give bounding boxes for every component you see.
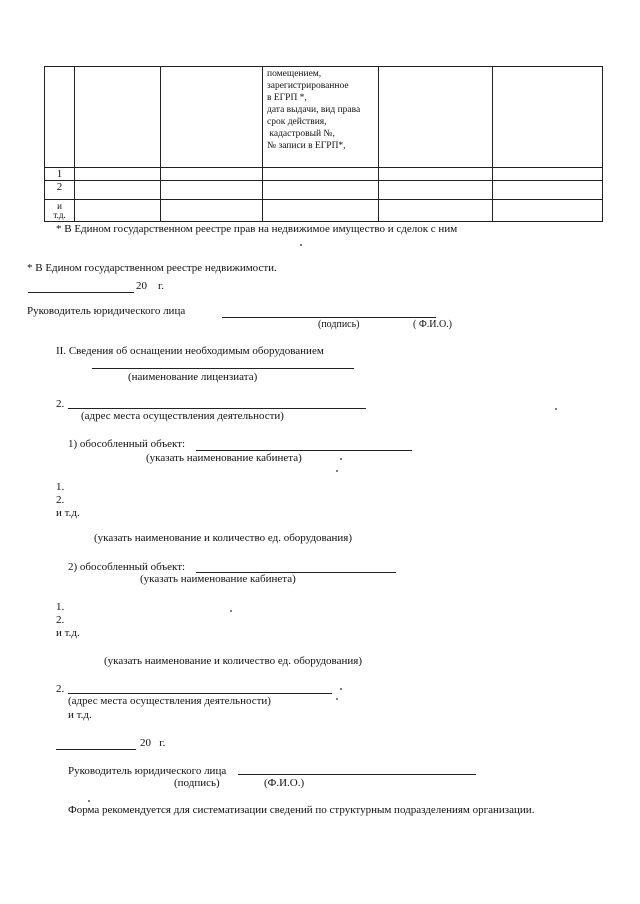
footnote-egrp: * В Едином государственном реестре прав на недвижимое имущество и сделок с ним	[56, 223, 458, 235]
equipment-caption-1: (указать наименование и количество ед. оборудования)	[94, 532, 352, 544]
row-etc-part: и	[57, 201, 62, 211]
table-cell	[263, 181, 379, 200]
table-row	[45, 168, 603, 181]
header-line: № записи в ЕГРП*,	[267, 141, 346, 151]
table-row	[45, 200, 603, 222]
table-cell	[379, 67, 493, 168]
head-label: Руководитель юридического лица	[27, 305, 186, 317]
date-line	[56, 749, 136, 750]
scan-speck	[555, 408, 557, 410]
table-cell	[75, 168, 161, 181]
table-cell	[263, 67, 379, 168]
table-cell	[379, 200, 493, 222]
signature-caption-2: (подпись)	[174, 777, 220, 789]
fio-caption-2: (Ф.И.О.)	[264, 777, 305, 789]
form-note: Форма рекомендуется для систематизации сведений по структурным подразделениям организации.	[68, 804, 535, 816]
table-row	[45, 181, 603, 200]
table-header-row	[45, 67, 603, 168]
table-cell	[75, 200, 161, 222]
cabinet-caption-2: (указать наименование кабинета)	[140, 573, 296, 585]
scan-speck	[230, 610, 232, 612]
row-number: 2	[45, 181, 75, 200]
table-cell	[161, 200, 263, 222]
date-year-2: 20 г.	[140, 737, 166, 749]
row-number: 1	[45, 168, 75, 181]
footnote-egrn: * В Едином государственном реестре недвижимости.	[27, 262, 277, 274]
section-title: II. Сведения об оснащении необходимым оборудованием	[56, 345, 324, 357]
cabinet-caption-1: (указать наименование кабинета)	[146, 452, 302, 464]
table-cell	[493, 200, 603, 222]
fio-caption: ( Ф.И.О.)	[413, 319, 453, 330]
object-label-1: 1) обособленный объект:	[68, 438, 186, 450]
scan-speck	[88, 800, 90, 802]
scan-speck	[300, 244, 302, 246]
date-year-1: 20 г.	[136, 280, 165, 292]
scan-speck	[340, 458, 342, 460]
licensee-caption: (наименование лицензиата)	[128, 371, 258, 383]
address-number: 2.	[56, 398, 65, 410]
table-cell	[263, 168, 379, 181]
table-cell	[493, 168, 603, 181]
address-line	[68, 693, 332, 694]
scan-speck	[336, 698, 338, 700]
table-cell	[75, 181, 161, 200]
signature-caption: (подпись)	[318, 319, 360, 330]
table-cell	[493, 181, 603, 200]
table-cell	[493, 67, 603, 168]
table-cell	[161, 67, 263, 168]
address-number: 2.	[56, 683, 65, 695]
row-number-etc	[45, 200, 75, 222]
list-item: 2.	[56, 614, 65, 626]
head-label-2: Руководитель юридического лица	[68, 765, 227, 777]
header-line: срок действия,	[267, 117, 327, 127]
address-caption: (адрес места осуществления деятельности)	[81, 410, 284, 422]
equipment-caption-2: (указать наименование и количество ед. оборудования)	[104, 655, 362, 667]
list-item: 2.	[56, 494, 65, 506]
date-line	[28, 292, 134, 293]
table-cell	[379, 181, 493, 200]
list-item: и т.д.	[56, 507, 80, 519]
table-cell	[161, 168, 263, 181]
licensee-line	[92, 368, 354, 369]
scan-speck	[336, 470, 338, 472]
table-cell	[45, 67, 75, 168]
signature-line-2	[238, 774, 476, 775]
list-item: и т.д.	[56, 627, 80, 639]
table-cell	[75, 67, 161, 168]
table-cell	[379, 168, 493, 181]
header-line: в ЕГРП *,	[267, 93, 307, 103]
signature-line	[222, 317, 436, 318]
header-line: зарегистрированное	[267, 81, 349, 91]
header-line: кадастровый №,	[267, 129, 335, 139]
address-line	[68, 408, 366, 409]
cabinet-line	[196, 450, 412, 451]
list-item: 1.	[56, 481, 65, 493]
etc-text: и т.д.	[68, 709, 92, 721]
list-item: 1.	[56, 601, 65, 613]
address-caption: (адрес места осуществления деятельности)	[68, 695, 271, 707]
row-etc-part: т.д.	[53, 210, 66, 220]
registry-table	[44, 66, 603, 222]
scan-speck	[340, 688, 342, 690]
header-line: помещением,	[267, 69, 322, 79]
table-cell	[161, 181, 263, 200]
rights-header-text	[263, 67, 378, 152]
header-line: дата выдачи, вид права	[267, 105, 361, 115]
table-cell	[263, 200, 379, 222]
object-label-2: 2) обособленный объект:	[68, 561, 186, 573]
